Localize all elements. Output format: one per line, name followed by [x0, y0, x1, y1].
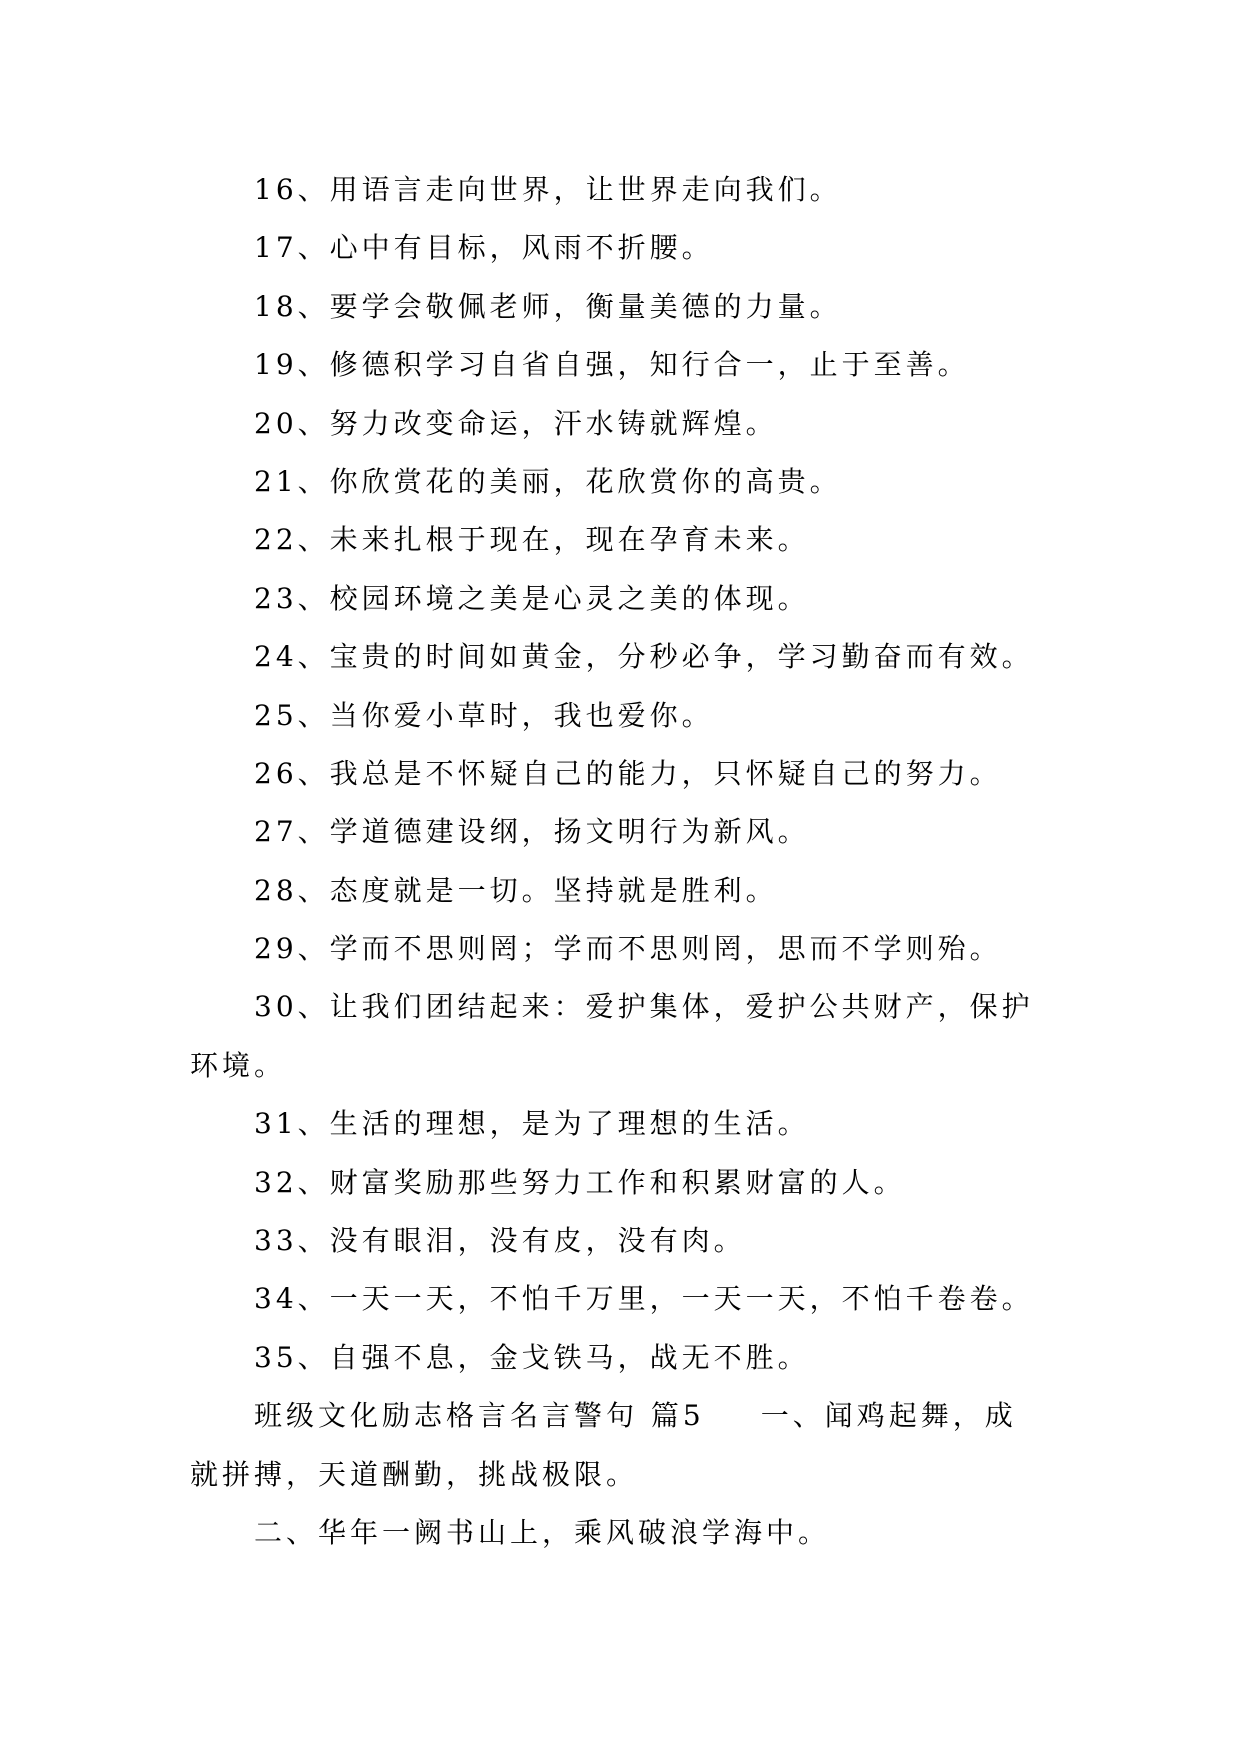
text-line-27: 27、学道德建设纲，扬文明行为新风。: [254, 815, 810, 849]
text-line-33: 33、没有眼泪，没有皮，没有肉。: [254, 1224, 746, 1258]
section-first-item: 一、闻鸡起舞，成: [760, 1399, 1017, 1433]
text-line-26: 26、我总是不怀疑自己的能力，只怀疑自己的努力。: [254, 756, 1002, 790]
text-line-28: 28、态度就是一切。坚持就是胜利。: [254, 873, 778, 907]
text-line-21: 21、你欣赏花的美丽，花欣赏你的高贵。: [254, 464, 842, 498]
text-line-18: 18、要学会敬佩老师，衡量美德的力量。: [254, 289, 842, 323]
text-line-32: 32、财富奖励那些努力工作和积累财富的人。: [254, 1165, 906, 1199]
section-second-item: 二、华年一阙书山上，乘风破浪学海中。: [254, 1515, 831, 1549]
text-line-25: 25、当你爱小草时，我也爱你。: [254, 698, 714, 732]
text-line-19: 19、修德积学习自省自强，知行合一，止于至善。: [254, 348, 970, 382]
text-line-22: 22、未来扎根于现在，现在孕育未来。: [254, 523, 810, 557]
text-line-35: 35、自强不息，金戈铁马，战无不胜。: [254, 1340, 810, 1374]
text-line-23: 23、校园环境之美是心灵之美的体现。: [254, 581, 810, 615]
text-line-24: 24、宝贵的时间如黄金，分秒必争，学习勤奋而有效。: [254, 640, 1034, 674]
text-line-29: 29、学而不思则罔；学而不思则罔，思而不学则殆。: [254, 932, 1002, 966]
section-heading-line: [190, 1387, 1070, 1445]
text-line-17: 17、心中有目标，风雨不折腰。: [254, 231, 714, 265]
document-body: [190, 161, 1070, 1562]
section-heading: 班级文化励志格言名言警句 篇5: [254, 1399, 705, 1433]
section-first-item-continued: 就拼搏，天道酬勤，挑战极限。: [190, 1457, 639, 1491]
text-line-30-continued: 环境。: [190, 1048, 287, 1082]
text-line-34: 34、一天一天，不怕千万里，一天一天，不怕千卷卷。: [254, 1282, 1034, 1316]
text-line-30: 30、让我们团结起来：爱护集体，爱护公共财产，保护: [254, 990, 1034, 1024]
text-line-31: 31、生活的理想，是为了理想的生活。: [254, 1107, 810, 1141]
text-line-16: 16、用语言走向世界，让世界走向我们。: [254, 173, 842, 206]
text-line-20: 20、努力改变命运，汗水铸就辉煌。: [254, 406, 778, 440]
